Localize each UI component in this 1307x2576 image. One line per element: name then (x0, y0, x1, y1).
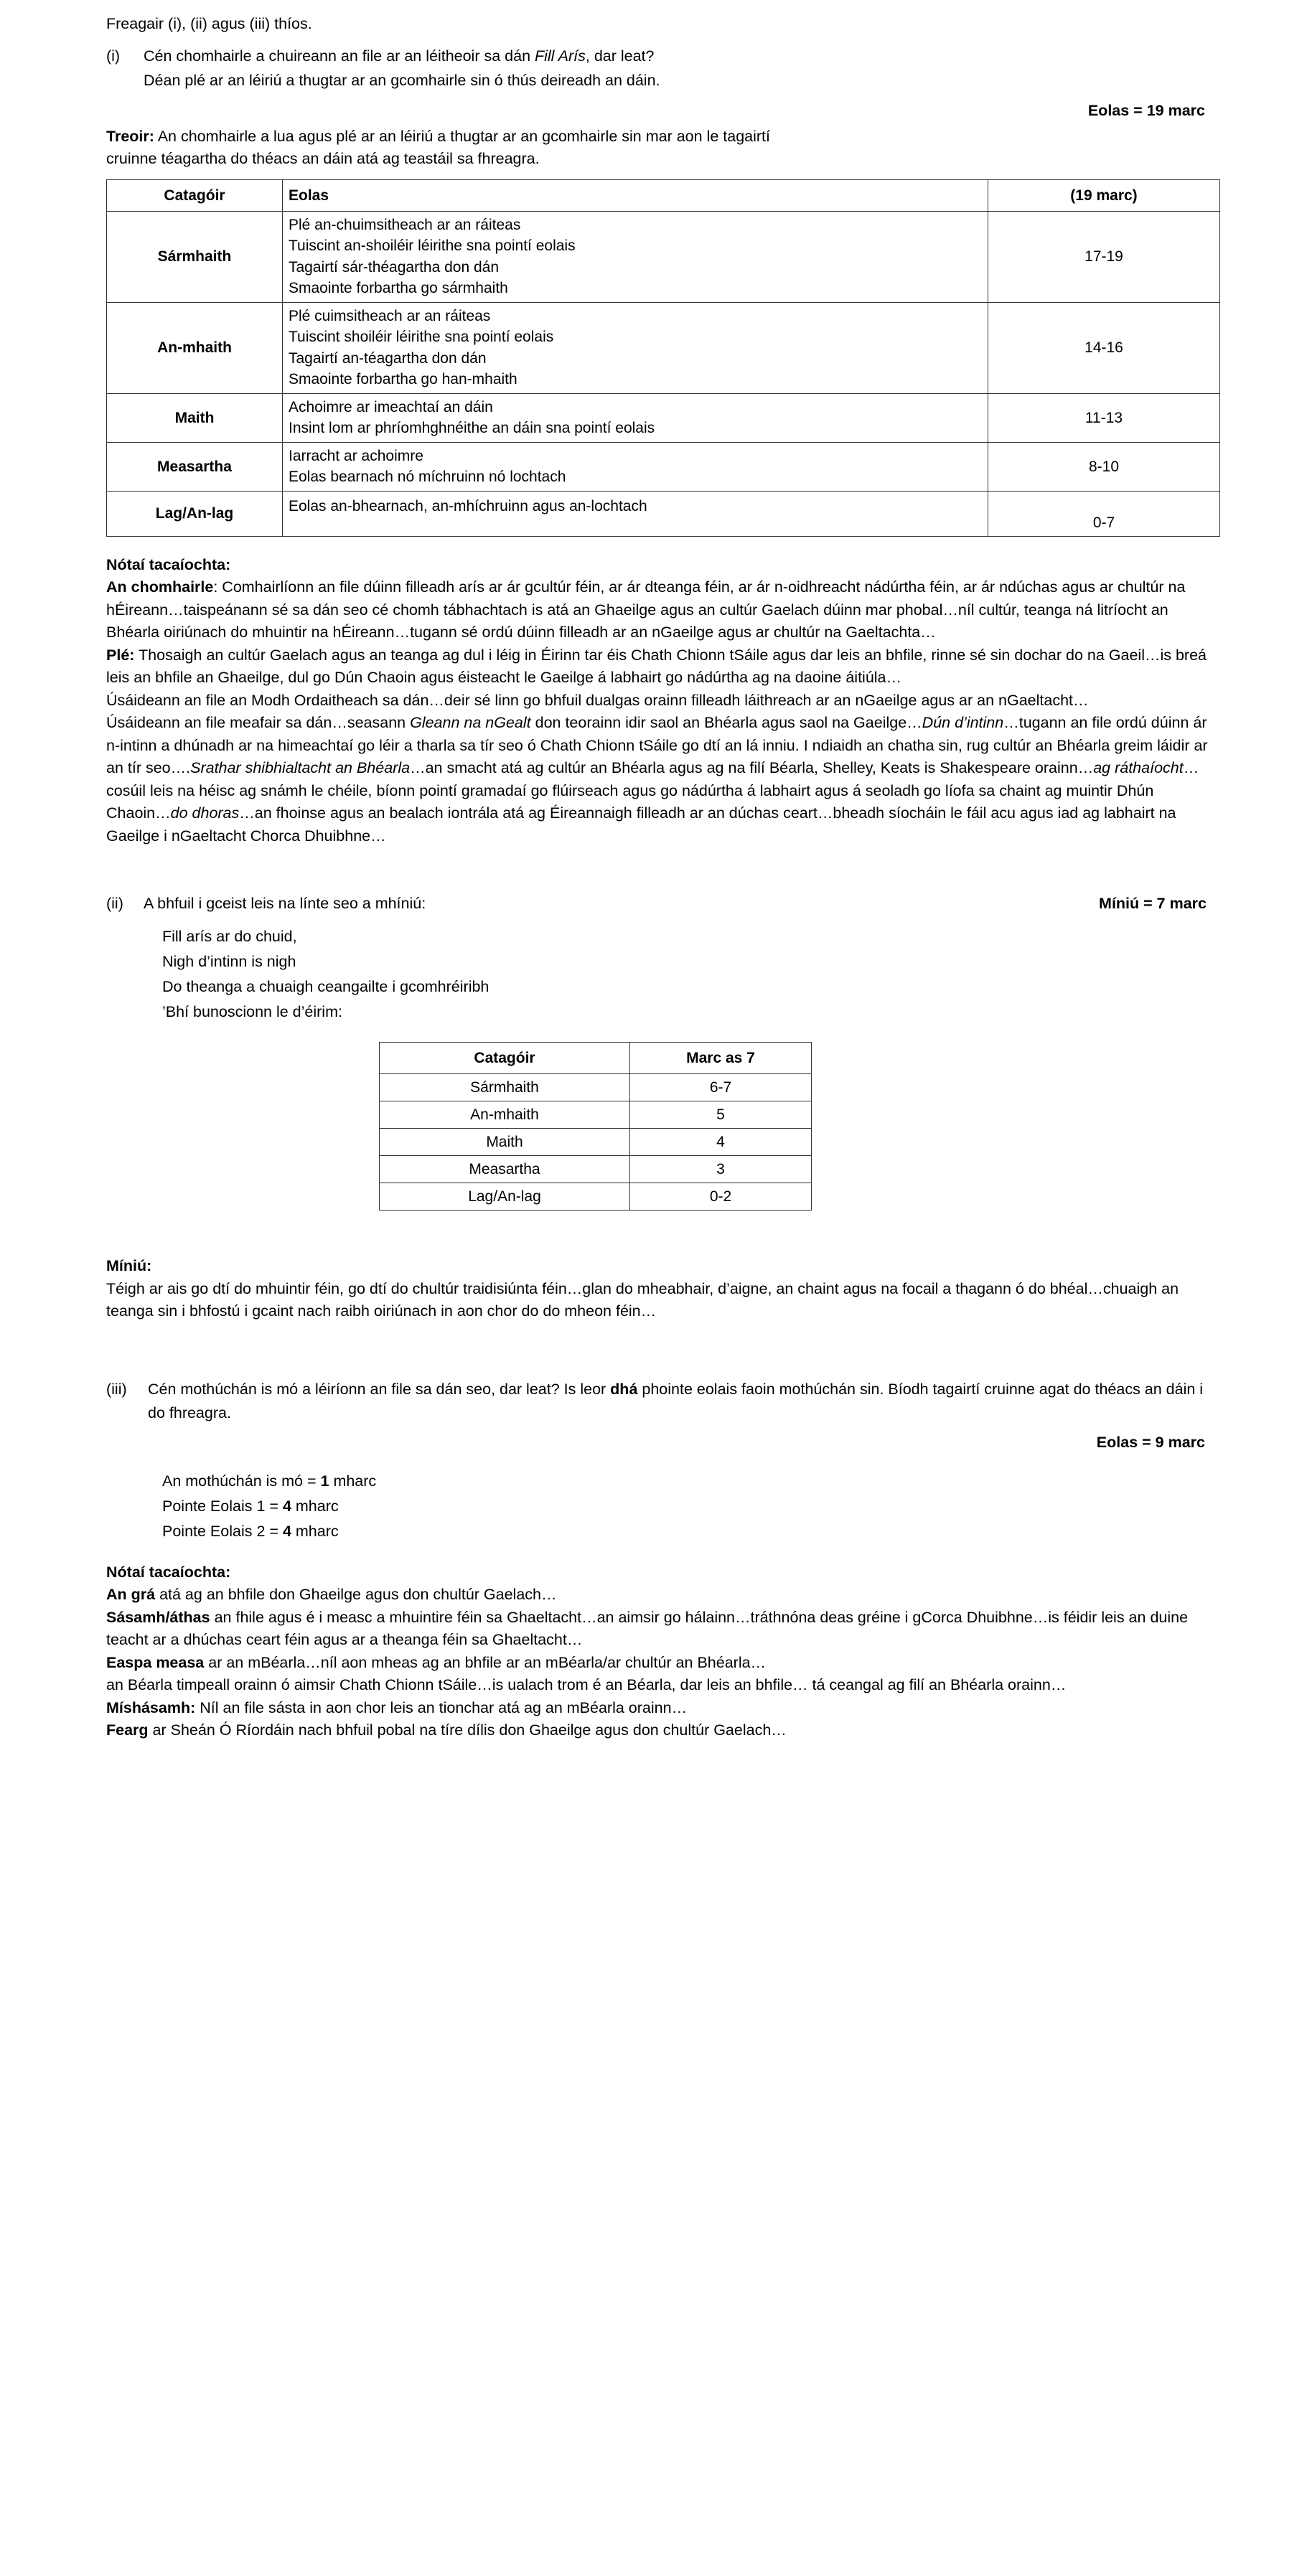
question-iii-row (106, 1378, 1221, 1425)
notes-iii-item-text: an Béarla timpeall orainn ó aimsir Chath Chionn tSáile…is ualach trom é an Béarla, dar leis an bhfile… tá ceangal ag filí an Bhéarla orainn… (106, 1676, 1067, 1693)
criteria-descriptor: Smaointe forbartha go han-mhaith (289, 371, 517, 387)
criteria-descriptors (283, 393, 988, 442)
question-ii-marks: Míniú = 7 marc (1099, 895, 1207, 912)
criteria-category: An-mhaith (107, 302, 283, 393)
notes-i-para2: Úsáideann an file an Modh Ordaitheach sa dán…deir sé linn go bhfuil dualgas orainn filleadh láithreach ar an nGaeilge agus ar an nGaeltacht… (106, 691, 1089, 709)
criteria-descriptor: Iarracht ar achoimre (289, 447, 423, 464)
notes-iii-item (106, 1674, 1221, 1697)
question-i-text-pre: Cén chomhairle a chuireann an file ar an léitheoir sa dán (144, 47, 535, 65)
mark-allocation-unit: mharc (291, 1522, 339, 1540)
poem-title: Fill Arís (535, 47, 586, 65)
notes-i-comhairle-label: An chomhairle (106, 578, 214, 596)
criteria-category: Measartha (107, 442, 283, 491)
question-i-row (106, 44, 1221, 68)
notes-i-para3 (106, 712, 1221, 847)
question-i-text (144, 44, 1221, 68)
spacer (106, 847, 1221, 892)
table-row (107, 491, 1220, 536)
treoir-line-1 (106, 126, 1221, 149)
criteria-category: Maith (107, 393, 283, 442)
criteria-marks: 11-13 (988, 393, 1220, 442)
notes-section-i (106, 554, 1221, 848)
mark-allocation-label: Pointe Eolais 1 = (162, 1497, 283, 1515)
criteria-category: Lag/An-lag (107, 491, 283, 536)
question-iii-numeral: (iii) (106, 1380, 127, 1398)
notes-iii-item-label: Míshásamh: (106, 1698, 196, 1716)
marks7-marks: 3 (630, 1156, 812, 1183)
mark-allocation-label: Pointe Eolais 2 = (162, 1522, 283, 1540)
instruction-line: Freagair (i), (ii) agus (iii) thíos. (106, 15, 312, 32)
spacer (106, 1452, 1221, 1469)
metaphor-do-dhoras: do dhoras (170, 804, 240, 822)
criteria-marks: 8-10 (988, 442, 1220, 491)
poem-line: Nigh d’intinn is nigh (162, 953, 296, 970)
table-row (380, 1101, 812, 1129)
spacer (106, 36, 1221, 44)
spacer (106, 1211, 1221, 1255)
spacer (106, 1323, 1221, 1368)
criteria-marks: 14-16 (988, 302, 1220, 393)
mark-allocation-line (106, 1494, 1221, 1519)
notes-iii-item (106, 1607, 1221, 1652)
mark-allocation-unit: mharc (329, 1472, 377, 1490)
miniu-section (106, 1255, 1221, 1323)
criteria-descriptor: Eolas bearnach nó míchruinn nó lochtach (289, 469, 566, 485)
marks7-header-marks: Marc as 7 (630, 1043, 812, 1074)
marks7-header-row (380, 1043, 812, 1074)
spacer (106, 916, 1221, 924)
notes-i-para3-c: …tugann an file ordú dúinn ár n-intinn a dhúnadh ar na himeachtaí go léir a tharla sa tír seo ó Chath Chionn tSáile go dtí an lá inniu. I ndiaidh an chatha sin, rug cultúr an Bhéarla greim láidir ar an tír seo…. (106, 714, 1208, 776)
notes-i-para3-f: …an fhoinse agus an bealach iontrála atá ag Éireannaigh filleadh ar an dúchas ceart…bheadh síocháin le fáil acu agus iad ag labhairt na Gaeilge i nGaeltacht Chorca Dhuibhne… (106, 804, 1176, 845)
criteria-marks: 17-19 (988, 211, 1220, 302)
notes-iii-item-label: Fearg (106, 1721, 149, 1739)
table-row (380, 1129, 812, 1156)
table-row (380, 1183, 812, 1211)
notes-iii-item-text: an fhile agus é i measc a mhuintire féin sa Ghaeltacht…an aimsir go hálainn…tráthnóna deas gréine i gCorca Dhuibhne…is féidir leis an duine teacht ar a dhúchas ceart féin agus ar a theanga féin sa Ghaeltacht… (106, 1608, 1189, 1648)
criteria-header-category: Catagóir (107, 179, 283, 211)
mark-allocation-line (106, 1469, 1221, 1494)
marks7-marks: 4 (630, 1129, 812, 1156)
marks7-category: Measartha (380, 1156, 630, 1183)
poem-line: ’Bhí bunoscionn le d’éirim: (162, 1003, 342, 1020)
table-row (107, 393, 1220, 442)
notes-i-comhairle (106, 576, 1221, 644)
treoir-text: An chomhairle a lua agus plé ar an léiriú a thugtar ar an gcomhairle sin mar aon le tagairtí (154, 127, 770, 145)
notes-iii-item (106, 1719, 1221, 1742)
criteria-descriptor: Plé an-chuimsitheach ar an ráiteas (289, 216, 521, 233)
metaphor-ag-rathaiocht: ag ráthaíocht (1093, 759, 1184, 776)
question-i-text-post: , dar leat? (585, 47, 655, 65)
question-iii-emphasis: dhá (610, 1380, 638, 1398)
criteria-descriptor: Tagairtí sár-théagartha don dán (289, 258, 500, 276)
question-i-subline: Déan plé ar an léiriú a thugtar ar an gcomhairle sin ó thús deireadh an dáin. (144, 71, 660, 89)
notes-i-ple-text: Thosaigh an cultúr Gaelach agus an teanga ag dul i léig in Éirinn tar éis Chath Chionn tSáile agus dar leis an bhfile, rinne sé sin dochar do na Gaeil…is breá leis an bhfile an Ghaeilge, dul go Dún Chaoin agus éisteacht le Gaeilge á labhairt go nádúrtha ag na daoine áitiúla… (106, 646, 1207, 686)
spacer (106, 1544, 1221, 1561)
notes-iii-item-text: Níl an file sásta in aon chor leis an tionchar atá ag an mBéarla orainn… (195, 1698, 688, 1716)
question-iii-text-b: phointe eolais faoin mothúchán sin. Bíodh tagairtí cruinne agat do théacs an dáin i do fhreagra. (148, 1380, 1204, 1421)
notes-iii-item-text: atá ag an bhfile don Ghaeilge agus don chultúr Gaelach… (155, 1586, 557, 1603)
mark-allocation-value: 4 (282, 1497, 291, 1515)
question-iii-text-a: Cén mothúchán is mó a léiríonn an file sa dán seo, dar leat? Is leor (148, 1380, 611, 1398)
table-row (107, 442, 1220, 491)
metaphor-srathar: Srathar shibhialtacht an Bhéarla (190, 759, 411, 776)
notes-iii-item (106, 1652, 1221, 1675)
marks-out-of-7-table (379, 1042, 812, 1211)
miniu-title: Míniú: (106, 1257, 152, 1274)
criteria-marks: 0-7 (988, 491, 1220, 536)
criteria-header-marks: (19 marc) (988, 179, 1220, 211)
criteria-descriptor: Achoimre ar imeachtaí an dáin (289, 398, 493, 415)
question-ii-numeral: (ii) (106, 895, 123, 912)
spacer (106, 1025, 1221, 1042)
notes-i-para3-e: …cosúil leis na héisc ag snámh le chéile, bíonn pointí gramadaí go flúirseach agus go nádúrtha á labhairt agus á seoladh go líofa sa chaint ag muintir Dhún Chaoin… (106, 759, 1199, 822)
spacer (106, 1425, 1221, 1434)
notes-iii-item-label: An grá (106, 1586, 156, 1603)
mark-allocation-line (106, 1519, 1221, 1544)
notes-i-ple (106, 644, 1221, 690)
spacer (106, 93, 1221, 102)
criteria-descriptor: Insint lom ar phríomhghnéithe an dáin sna pointí eolais (289, 420, 655, 436)
notes-iii-item (106, 1584, 1221, 1607)
criteria-descriptor: Tuiscint shoiléir léirithe sna pointí eolais (289, 329, 554, 345)
marks7-category: Lag/An-lag (380, 1183, 630, 1211)
notes-iii-item-text: ar an mBéarla…níl aon mheas ag an bhfile ar an mBéarla/ar chultúr an Bhéarla… (204, 1653, 767, 1671)
question-i-numeral: (i) (106, 47, 121, 65)
mark-allocation-label: An mothúchán is mó = (162, 1472, 321, 1490)
criteria-header-eolas: Eolas (283, 179, 988, 211)
criteria-descriptor: Eolas an-bhearnach, an-mhíchruinn agus an-lochtach (289, 497, 647, 514)
criteria-descriptors (283, 442, 988, 491)
treoir-line-2: cruinne téagartha do théacs an dáin atá ag teastáil sa fhreagra. (106, 150, 540, 167)
mark-allocation-value: 1 (320, 1472, 329, 1490)
table-row (107, 211, 1220, 302)
table-row (107, 302, 1220, 393)
criteria-table-header-row (107, 179, 1220, 211)
criteria-table (106, 179, 1220, 537)
criteria-descriptors (283, 211, 988, 302)
mark-allocation-unit: mharc (291, 1497, 339, 1515)
criteria-category: Sármhaith (107, 211, 283, 302)
notes-iii-item-label: Easpa measa (106, 1653, 205, 1671)
criteria-descriptors (283, 302, 988, 393)
notes-i-para3-d: …an smacht atá ag cultúr an Bhéarla agus ag na filí Béarla, Shelley, Keats is Shakespeare orainn… (410, 759, 1094, 776)
marks7-marks: 0-2 (630, 1183, 812, 1211)
criteria-descriptors (283, 491, 988, 536)
marks7-header-category: Catagóir (380, 1043, 630, 1074)
notes-section-iii (106, 1561, 1221, 1742)
metaphor-gleann-na-ngealt: Gleann na nGealt (410, 714, 531, 731)
notes-i-para3-a: Úsáideann an file meafair sa dán…seasann (106, 714, 411, 731)
marks7-category: Maith (380, 1129, 630, 1156)
marks7-category: Sármhaith (380, 1074, 630, 1101)
table-row (380, 1074, 812, 1101)
question-iii-marks: Eolas = 9 marc (1096, 1433, 1205, 1451)
question-ii-text: A bhfuil i gceist leis na línte seo a mhíniú: (144, 895, 426, 912)
mark-allocation-value: 4 (282, 1522, 291, 1540)
question-iii-text (148, 1378, 1221, 1425)
poem-line: Fill arís ar do chuid, (162, 928, 297, 945)
criteria-descriptor: Plé cuimsitheach ar an ráiteas (289, 307, 491, 324)
metaphor-dun-dintinn: Dún d’intinn (922, 714, 1004, 731)
notes-iii-item (106, 1697, 1221, 1720)
notes-i-comhairle-text: : Comhairlíonn an file dúinn filleadh arís ar ár gcultúr féin, ar ár dteanga féin, ar ár n-oidhreacht nádúrtha féin, ar ár ndúchas agus ar chultúr na hÉireann…taispeánann sé sa dán seo cé chomh tábhachtach is atá an Ghaeilge agus an cultúr Gaelach dúinn mar phobal…níl cultúr, teanga ná litríocht an Bhéarla oiriúnach do mhuintir na hÉireann…tugann sé ordú dúinn filleadh ar an nGaeilge agus ar chultúr na Gaeltachta… (106, 578, 1186, 641)
notes-iii-title: Nótaí tacaíochta: (106, 1563, 231, 1581)
criteria-descriptor: Tagairtí an-téagartha don dán (289, 349, 487, 367)
treoir-label: Treoir: (106, 127, 154, 145)
notes-iii-item-label: Sásamh/áthas (106, 1608, 210, 1626)
criteria-descriptor: Tuiscint an-shoiléir léirithe sna pointí eolais (289, 238, 576, 254)
notes-i-para3-b: don teorainn idir saol an Bhéarla agus saol na Gaeilge… (530, 714, 922, 731)
spacer (106, 537, 1221, 554)
miniu-text: Téigh ar ais go dtí do mhuintir féin, go dtí do chultúr traidisiúnta féin…glan do mheabhair, d’aigne, an chaint agus na focail a thagann ó do bhéal…chuaigh an teanga sin i bhfostú i gcaint nach raibh oiriúnach in aon chor do do mheon féin… (106, 1279, 1179, 1320)
poem-line: Do theanga a chuaigh ceangailte i gcomhréiribh (162, 978, 489, 995)
spacer (106, 171, 1221, 179)
table-row (380, 1156, 812, 1183)
marks7-marks: 5 (630, 1101, 812, 1129)
criteria-descriptor: Smaointe forbartha go sármhaith (289, 280, 508, 296)
marks7-marks: 6-7 (630, 1074, 812, 1101)
notes-iii-item-text: ar Sheán Ó Ríordáin nach bhfuil pobal na tíre dílis don Ghaeilge agus don chultúr Gaelach… (148, 1721, 787, 1739)
question-i-marks: Eolas = 19 marc (1087, 101, 1205, 119)
notes-i-ple-label: Plé: (106, 646, 135, 664)
notes-i-title: Nótaí tacaíochta: (106, 555, 231, 573)
question-ii-row (106, 892, 1221, 916)
marks7-category: An-mhaith (380, 1101, 630, 1129)
